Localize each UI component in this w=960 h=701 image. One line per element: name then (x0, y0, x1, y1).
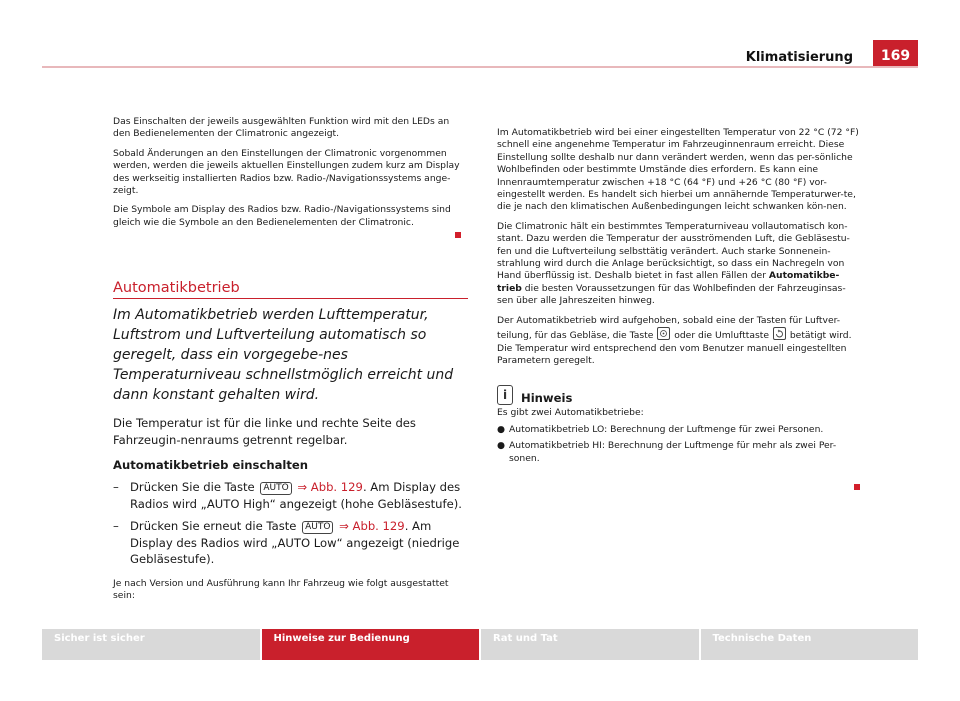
step-1-text (130, 479, 473, 512)
note-intro: Es gibt zwei Automatikbetriebe: (497, 407, 644, 419)
left-paragraph-5: Je nach Version und Ausführung kann Ihr Fahrzeug wie folgt ausgestattet sein: (113, 577, 449, 601)
page-number: 169 (873, 40, 918, 66)
note-bullet-text: Automatikbetrieb LO: Berechnung der Luftmenge für zwei Personen. (509, 423, 824, 435)
step-2-tail: . Am Display des Radios wird „AUTO Low“ angezeigt (niedrige Gebläsestufe). (130, 519, 460, 566)
step-2-lead: Drücken Sie erneut die Taste (130, 519, 297, 533)
left-paragraph-1: Das Einschalten der jeweils ausgewählten Funktion wird mit den LEDs an den Bedienelementen der Climatronic angezeigt. (113, 116, 450, 140)
section-heading: Automatikbetrieb (113, 280, 240, 296)
note-bullet (497, 424, 860, 436)
subheading: Automatikbetrieb einschalten (113, 458, 309, 472)
bullet-dot-icon: ● (497, 423, 506, 435)
step-2 (113, 518, 473, 568)
left-paragraph-3: Die Symbole am Display des Radios bzw. Radio-/Navigationssystems sind gleich wie die Symbole an den Bedienelementen der Climatronic. (113, 204, 451, 228)
right-paragraph-3-lead: Der Automatikbetrieb wird aufgehoben, sobald eine der Tasten für Luftver-teilung, für das Gebläse, die Taste (497, 314, 841, 342)
section-title: Klimatisierung (745, 50, 853, 65)
footer-tab-safety[interactable]: Sicher ist sicher (42, 629, 260, 660)
left-paragraph-2: Sobald Änderungen an den Einstellungen der Climatronic vorgenommen werden, werden die jeweils aktuellen Einstellungen zudem kurz am Display des werkseitig installierten Radios bzw. Radio-/Navigationssystems ange-zeigt. (113, 147, 460, 197)
figure-link[interactable]: ⇒ Abb. 129 (339, 519, 405, 533)
step-1-lead: Drücken Sie die Taste (130, 480, 255, 494)
right-paragraph-3-mid: oder die Umlufttaste (674, 330, 769, 342)
header-rule (42, 66, 918, 68)
note-header (497, 385, 860, 405)
bold-term: Automatikbe-trieb (497, 270, 840, 294)
note-bullet (497, 440, 860, 465)
info-icon: i (497, 385, 513, 405)
left-column (113, 116, 468, 229)
right-paragraph-3 (497, 315, 860, 368)
right-paragraph-3-tail: betätigt wird. Die Temperatur wird entsprechend den vom Benutzer manuell eingestellten Parametern geregelt. (497, 330, 852, 366)
auto-key: AUTO (260, 482, 291, 495)
dash-bullet: – (113, 519, 119, 533)
recirculation-key-icon (773, 327, 786, 340)
footer-tab-technical-data[interactable]: Technische Daten (701, 629, 919, 660)
right-paragraph-1: Im Automatikbetrieb wird bei einer eingestellten Temperatur von 22 °C (72 °F) schnell eine angenehme Temperatur im Fahrzeuginnenraum erreicht. Diese Einstellung sollte deshalb nur dann verändert werden, wenn das per-sönliche Wohlbefinden oder bestimmte Umstände dies erfordern. Es kann eine Innenraumtemperatur zwischen +18 °C (64 °F) und +26 °C (80 °F) vor-eingestellt werden. Es handelt sich hierbei um annähernde Temperaturwer-te, die je nach den klimatischen Außenbedingungen leicht schwanken kön-nen. (497, 127, 859, 213)
section-end-marker (455, 232, 461, 238)
step-1-tail: . Am Display des Radios wird „AUTO High“ angezeigt (hohe Gebläsestufe). (130, 480, 462, 511)
figure-link[interactable]: ⇒ Abb. 129 (297, 480, 363, 494)
footer-tab-operation[interactable]: Hinweise zur Bedienung (262, 629, 480, 660)
fan-key-icon (657, 327, 670, 340)
bullet-dot-icon: ● (497, 440, 506, 452)
right-paragraph-2-text: Die Climatronic hält ein bestimmtes Temperaturniveau vollautomatisch kon-stant. Dazu werden die Temperatur der ausströmenden Luft, die Gebläsestu-fen und die Luftverteilung selbsttätig verändert. Auch starke Sonnenein-strahlung wird durch die Anlage berücksichtigt, so dass ein Nachregeln von Hand überflüssig ist. Deshalb bietet in fast allen Fällen der (497, 220, 850, 282)
auto-key: AUTO (302, 521, 333, 534)
dash-bullet: – (113, 480, 119, 494)
heading-rule (113, 298, 468, 299)
left-paragraph-4: Die Temperatur ist für die linke und rechte Seite des Fahrzeugin-nenraums getrennt regelbar. (113, 416, 416, 447)
right-column (497, 127, 860, 465)
right-paragraph-2 (497, 221, 860, 308)
section-end-marker (854, 484, 860, 490)
footer-tab-advice[interactable]: Rat und Tat (481, 629, 699, 660)
note-bullet-text: Automatikbetrieb HI: Berechnung der Luftmenge für mehr als zwei Per-sonen. (509, 440, 837, 464)
intro-text (113, 305, 473, 602)
step-1 (113, 479, 473, 512)
note-title: Hinweis (521, 391, 573, 406)
intro-paragraph: Im Automatikbetrieb werden Lufttemperatur, Luftstrom und Luftverteilung automatisch so geregelt, dass ein vorgegebe-nes Temperaturniveau schnellstmöglich erreicht und dann konstant gehalten wird. (113, 307, 454, 403)
right-paragraph-2-tail: die besten Voraussetzungen für das Wohlbefinden der Fahrzeuginsas-sen über alle Jahreszeiten hinweg. (497, 282, 846, 307)
step-2-text (130, 518, 473, 568)
footer-navigation (42, 629, 918, 660)
